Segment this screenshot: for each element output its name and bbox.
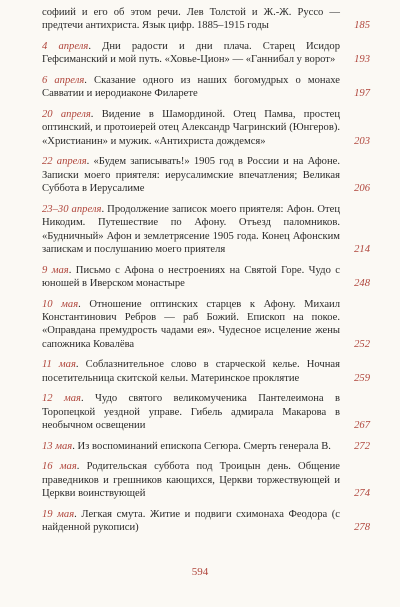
entry-title: Продолжение записок моего приятеля: Афон. Отец Никодим. Путешествие по Афону. Отъезд паломников. «Будничный» Афон и землетрясение 1905 года. Конец Афонским запискам и послушанию моего приятеля <box>42 203 341 256</box>
entry-title: Чудо святого великомученика Пантелеимона в Торопецкой уездной управе. Гибель адмирала Макарова в необычном освещении <box>42 393 340 432</box>
entry-date: 19 мая <box>42 508 75 520</box>
toc-entry <box>42 508 370 535</box>
entry-date: 4 апреля <box>42 41 89 52</box>
entry-date: 10 мая <box>42 298 79 310</box>
date-separator: . <box>101 203 108 215</box>
entry-title: Соблазнительное слово в старческой келье. Ночная посетительница скитской кельи. Материнское проклятие <box>42 359 340 384</box>
entry-page: 267 <box>354 420 370 432</box>
entry-title: Легкая смута. Житие и подвиги схимонаха Феодора (с найденной рукописи) <box>42 508 340 534</box>
date-separator: . <box>72 440 78 452</box>
date-separator: . <box>86 156 94 168</box>
entry-date: 12 мая <box>42 393 81 405</box>
entry-title: Сказание одного из наших богомудрых о монахе Савватии и иеродиаконе Филарете <box>42 75 341 100</box>
entry-title: Дни радости и дни плача. Старец Исидор Гефсиманский и мой путь. «Ховье-Цион» — «Ганнибал у ворот» <box>42 41 341 66</box>
toc-entry <box>42 40 370 67</box>
entry-date: 23–30 апреля <box>42 203 102 215</box>
entry-page: 248 <box>354 278 370 290</box>
entry-page: 252 <box>354 338 370 350</box>
entry-date: 13 мая <box>42 440 73 452</box>
entry-page: 185 <box>354 20 370 32</box>
date-separator: . <box>88 41 103 52</box>
entry-date: 16 мая <box>42 461 77 473</box>
entry-page: 272 <box>354 440 370 452</box>
toc-entry <box>42 155 370 195</box>
date-separator: . <box>90 109 102 120</box>
entry-page: 193 <box>354 54 370 66</box>
entry-date: 9 мая <box>42 264 69 276</box>
toc-entry <box>42 108 370 148</box>
toc-entry <box>42 203 370 257</box>
toc-entry <box>42 460 370 500</box>
entry-page: 274 <box>354 488 370 500</box>
entry-title: Из воспоминаний епископа Сегюра. Смерть генерала В. <box>77 440 331 452</box>
entry-title: софиий и его об этом речи. Лев Толстой и Ж.-Ж. Руссо — предтечи антихриста. Язык цифр. 1885–1915 годы <box>42 7 340 32</box>
entry-date: 6 апреля <box>42 75 85 86</box>
toc-entry <box>42 358 370 385</box>
toc-entry <box>42 298 370 352</box>
date-separator: . <box>75 359 86 371</box>
entry-page: 197 <box>354 88 370 100</box>
entry-title: Отношение оптинских старцев к Афону. Михаил Константинович Ребров — раб Божий. Епископ на покое. «Оправдана премудрость чадами ея». Чудесное исцеление жены сапожника Ковалёва <box>42 298 341 350</box>
toc-entry <box>42 440 370 453</box>
date-separator: . <box>80 393 95 405</box>
toc-entry <box>42 74 370 101</box>
entry-page: 259 <box>354 372 370 384</box>
toc-entry <box>42 264 370 291</box>
entry-title: Видение в Шамординой. Отец Памва, простец оптинский, и протоиерей отец Александр Чагринский (Юнгеров). «Христианин» и мужик. «Антихриста дождемся» <box>42 109 340 147</box>
toc-entry <box>42 392 370 432</box>
entry-title: Письмо с Афона о нестроениях на Святой Горе. Чудо с юношей в Иверском монастыре <box>42 264 340 290</box>
entry-date: 11 мая <box>42 359 76 371</box>
toc-entry <box>42 6 370 33</box>
date-separator: . <box>84 75 95 86</box>
entry-title: «Будем записывать!» 1905 год в России и на Афоне. Записки моего приятеля: иерусалимские впечатления; Великая Суббота в Иерусалиме <box>42 156 340 195</box>
entry-page: 214 <box>354 244 370 256</box>
date-separator: . <box>68 264 76 276</box>
page-number: 594 <box>191 566 209 578</box>
date-separator: . <box>74 508 82 520</box>
date-separator: . <box>76 461 87 473</box>
entry-page: 278 <box>354 522 370 534</box>
entry-date: 22 апреля <box>42 156 87 168</box>
date-separator: . <box>78 298 90 310</box>
entry-page: 206 <box>354 183 370 195</box>
entry-date: 20 апреля <box>42 109 91 120</box>
entry-title: Родительская суббота под Троицын день. Общение праведников и грешников кающихся, Церкви торжествующей и Церкви воинствующей <box>42 461 340 500</box>
entry-page: 203 <box>354 135 370 147</box>
